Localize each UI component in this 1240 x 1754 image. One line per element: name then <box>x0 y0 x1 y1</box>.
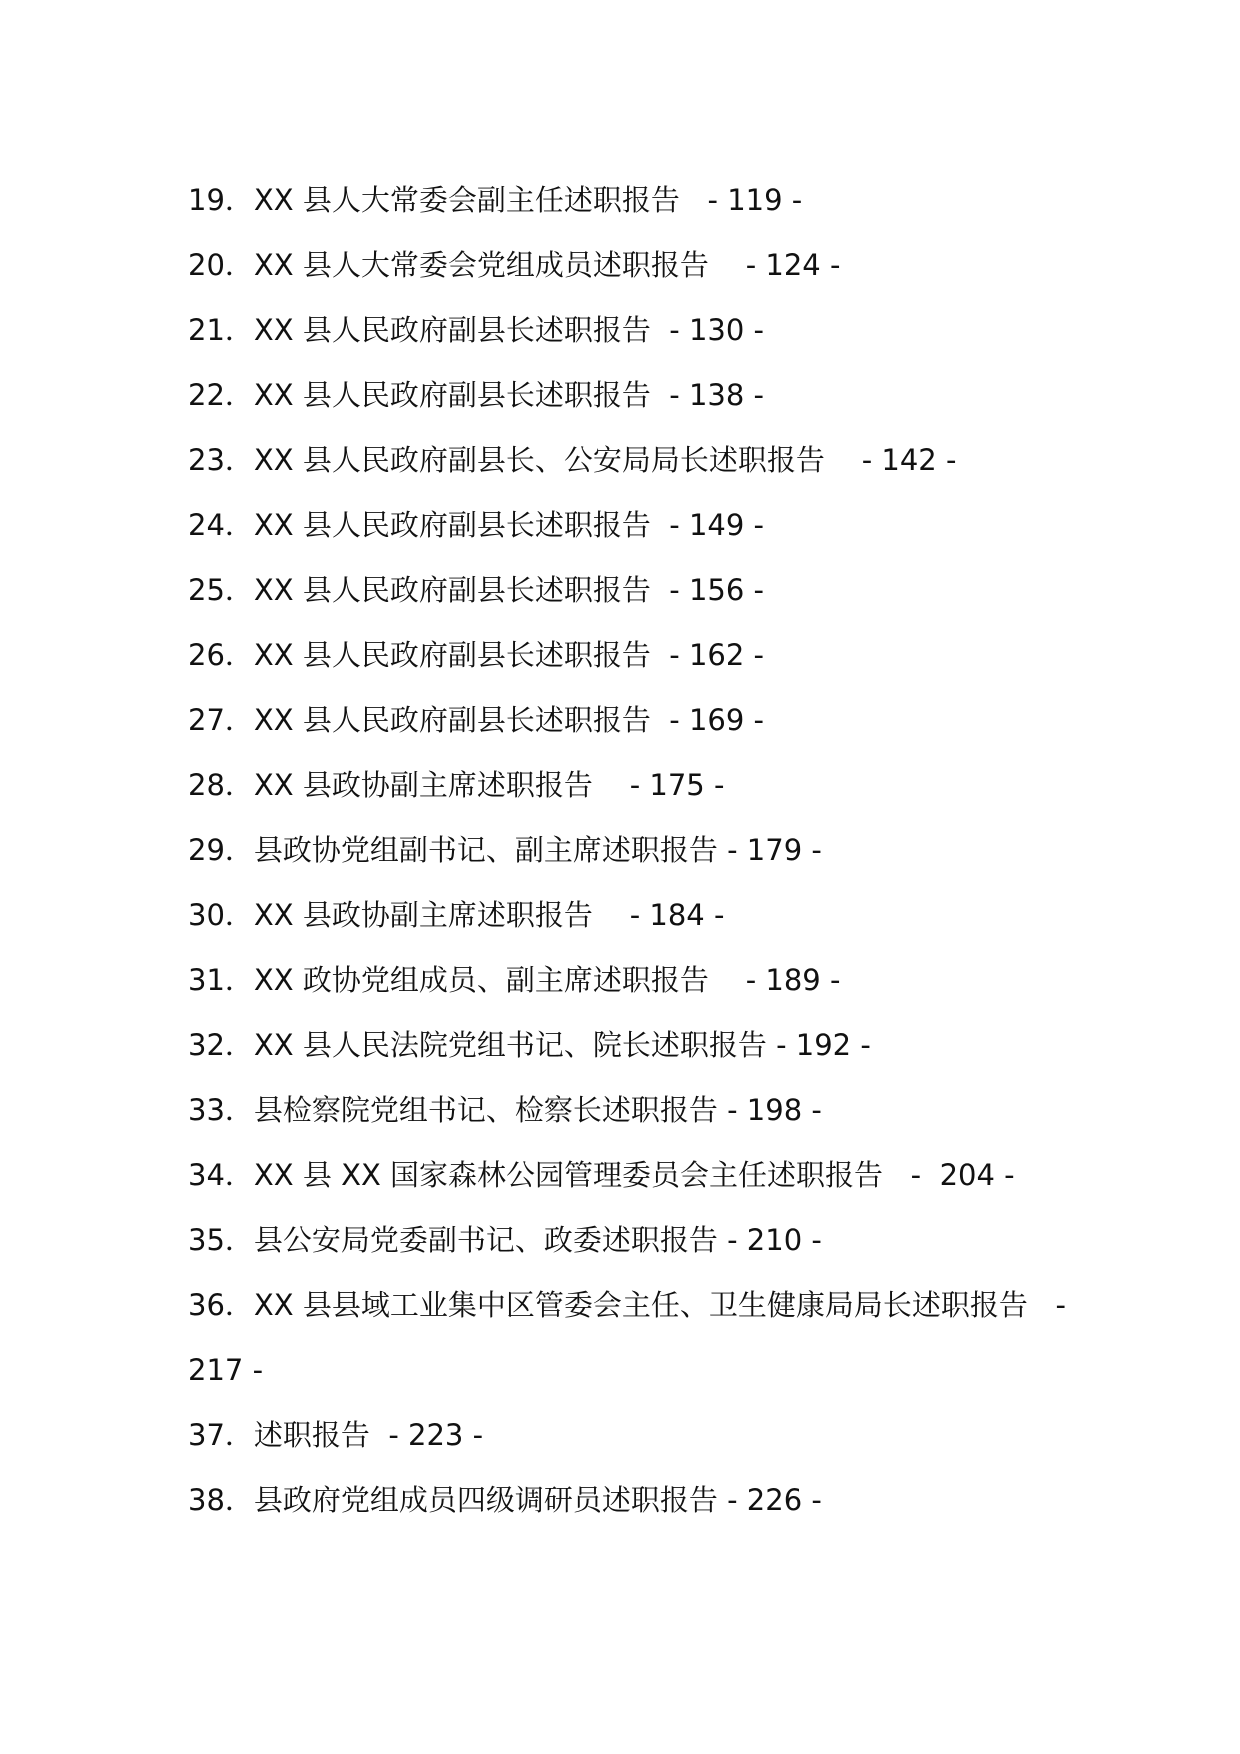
toc-entry-27[interactable]: 27．XX 县人民政府副县长述职报告 - 169 - <box>188 703 765 737</box>
toc-entry-37[interactable]: 37．述职报告 - 223 - <box>188 1418 484 1452</box>
toc-entry-31[interactable]: 31．XX 政协党组成员、副主席述职报告 - 189 - <box>188 963 841 997</box>
toc-entry-22[interactable]: 22．XX 县人民政府副县长述职报告 - 138 - <box>188 378 765 412</box>
toc-entry-28[interactable]: 28．XX 县政协副主席述职报告 - 175 - <box>188 768 725 802</box>
toc-entry-34[interactable]: 34．XX 县 XX 国家森林公园管理委员会主任述职报告 - 204 - <box>188 1158 1015 1192</box>
toc-entry-30[interactable]: 30．XX 县政协副主席述职报告 - 184 - <box>188 898 725 932</box>
toc-entry-24[interactable]: 24．XX 县人民政府副县长述职报告 - 149 - <box>188 508 765 542</box>
toc-entry-25[interactable]: 25．XX 县人民政府副县长述职报告 - 156 - <box>188 573 765 607</box>
toc-entry-38[interactable]: 38．县政府党组成员四级调研员述职报告 - 226 - <box>188 1483 822 1517</box>
table-of-contents <box>188 168 1076 1533</box>
toc-entry-23[interactable]: 23．XX 县人民政府副县长、公安局局长述职报告 - 142 - <box>188 443 957 477</box>
toc-entry-26[interactable]: 26．XX 县人民政府副县长述职报告 - 162 - <box>188 638 765 672</box>
toc-entry-19[interactable]: 19．XX 县人大常委会副主任述职报告 - 119 - <box>188 183 803 217</box>
toc-entry-21[interactable]: 21．XX 县人民政府副县长述职报告 - 130 - <box>188 313 765 347</box>
toc-entry-32[interactable]: 32．XX 县人民法院党组书记、院长述职报告 - 192 - <box>188 1028 871 1062</box>
toc-entry-36[interactable]: 36．XX 县县域工业集中区管委会主任、卫生健康局局长述职报告 - 217 - <box>188 1288 1076 1387</box>
toc-entry-20[interactable]: 20．XX 县人大常委会党组成员述职报告 - 124 - <box>188 248 841 282</box>
toc-entry-35[interactable]: 35．县公安局党委副书记、政委述职报告 - 210 - <box>188 1223 822 1257</box>
toc-entry-33[interactable]: 33．县检察院党组书记、检察长述职报告 - 198 - <box>188 1093 822 1127</box>
toc-entry-29[interactable]: 29．县政协党组副书记、副主席述职报告 - 179 - <box>188 833 822 867</box>
